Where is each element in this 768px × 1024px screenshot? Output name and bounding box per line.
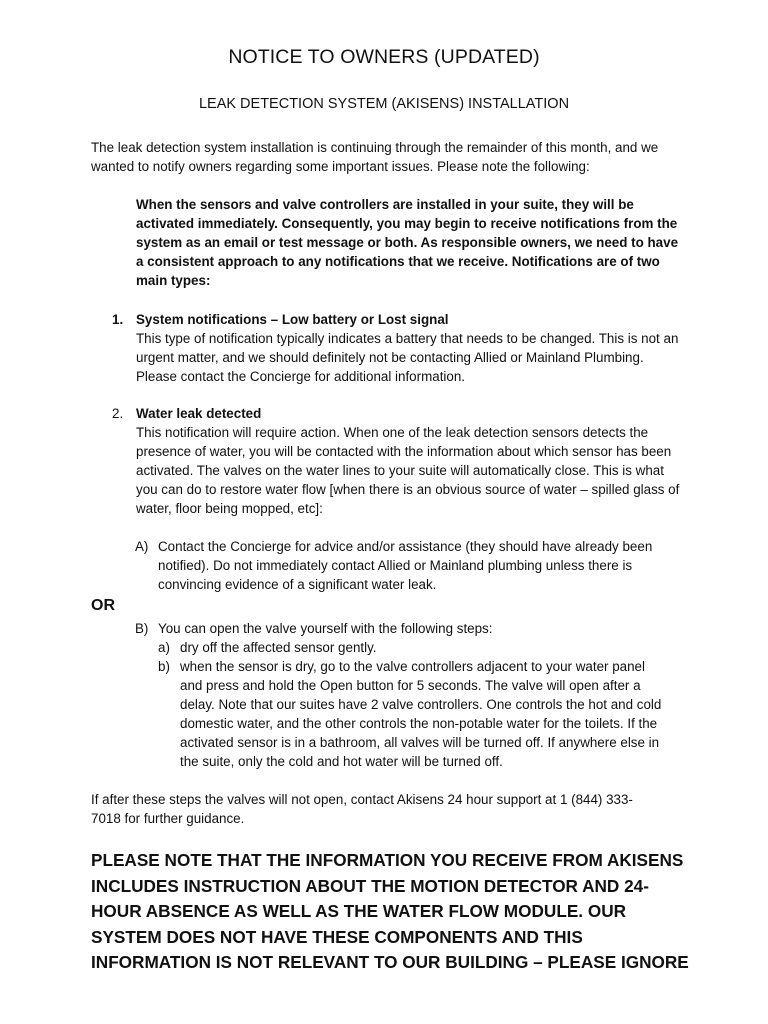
option-b-marker: B) bbox=[135, 621, 149, 636]
page-title: NOTICE TO OWNERS (UPDATED) bbox=[228, 46, 540, 68]
highlight-paragraph: When the sensors and valve controllers are installed in your suite, they will be activated immediately. Consequently, you may begin to receive notifications from the system as an email or test message or both. As responsible owners, we need to have a consistent approach to any notifications that we receive. Notifications are of two main types: bbox=[136, 197, 679, 288]
step-text: dry off the affected sensor gently. bbox=[180, 640, 377, 655]
intro-paragraph: The leak detection system installation is continuing through the remainder of this month, and we wanted to notify owners regarding some important issues. Please note the following: bbox=[91, 140, 659, 174]
option-a bbox=[135, 537, 675, 594]
option-a-marker: A) bbox=[135, 539, 149, 554]
step-marker: b) bbox=[158, 659, 170, 674]
important-notice: PLEASE NOTE THAT THE INFORMATION YOU RECEIVE FROM AKISENS INCLUDES INSTRUCTION ABOUT THE MOTION DETECTOR AND 24-HOUR ABSENCE AS WELL AS THE WATER FLOW MODULE. OUR SYSTEM DOES NOT HAVE THESE COMPONENTS AND THIS INFORMATION IS NOT RELEVANT TO OUR BUILDING – PLEASE IGNORE bbox=[91, 850, 689, 972]
list-item bbox=[112, 310, 682, 386]
list-item-body: This notification will require action. When one of the leak detection sensors detects the presence of water, you will be contacted with the information about which sensor has been activated. The valves on the water lines to your suite will automatically close. This is what you can do to restore water flow [when there is an obvious source of water – spilled glass of water, floor being mopped, etc]: bbox=[136, 425, 680, 516]
option-a-text: Contact the Concierge for advice and/or assistance (they should have already been notified). Do not immediately contact Allied or Mainland plumbing unless there is convincing evidence of a significant water leak. bbox=[158, 539, 653, 592]
list-item-number: 2. bbox=[112, 406, 124, 421]
option-b bbox=[135, 619, 675, 638]
step-text: when the sensor is dry, go to the valve controllers adjacent to your water panel and press and hold the Open button for 5 seconds. The valve will open after a delay. Note that our suites have 2 valve controllers. One controls the hot and cold domestic water, and the other controls the non-potable water for the toilets. If the activated sensor is in a bathroom, all valves will be turned off. If anywhere else in the suite, only the cold and hot water will be turned off. bbox=[180, 659, 662, 769]
list-item-number: 1. bbox=[112, 312, 124, 327]
list-item-body: This type of notification typically indicates a battery that needs to be changed. This is not an urgent matter, and we should definitely not be contacting Allied or Mainland Plumbing. Please contact the Concierge for additional information. bbox=[136, 331, 679, 384]
page-subtitle: LEAK DETECTION SYSTEM (AKISENS) INSTALLATION bbox=[198, 96, 570, 112]
option-b-step bbox=[158, 657, 663, 771]
closing-paragraph: If after these steps the valves will not open, contact Akisens 24 hour support at 1 (844) 333-7018 for further guidance. bbox=[91, 792, 633, 826]
option-b-text: You can open the valve yourself with the following steps: bbox=[158, 621, 493, 636]
step-marker: a) bbox=[158, 640, 170, 655]
list-item bbox=[112, 404, 682, 518]
or-label: OR bbox=[91, 597, 115, 614]
list-item-title: System notifications – Low battery or Lost signal bbox=[136, 312, 449, 327]
list-item-title: Water leak detected bbox=[136, 406, 262, 421]
option-b-step bbox=[158, 638, 683, 657]
